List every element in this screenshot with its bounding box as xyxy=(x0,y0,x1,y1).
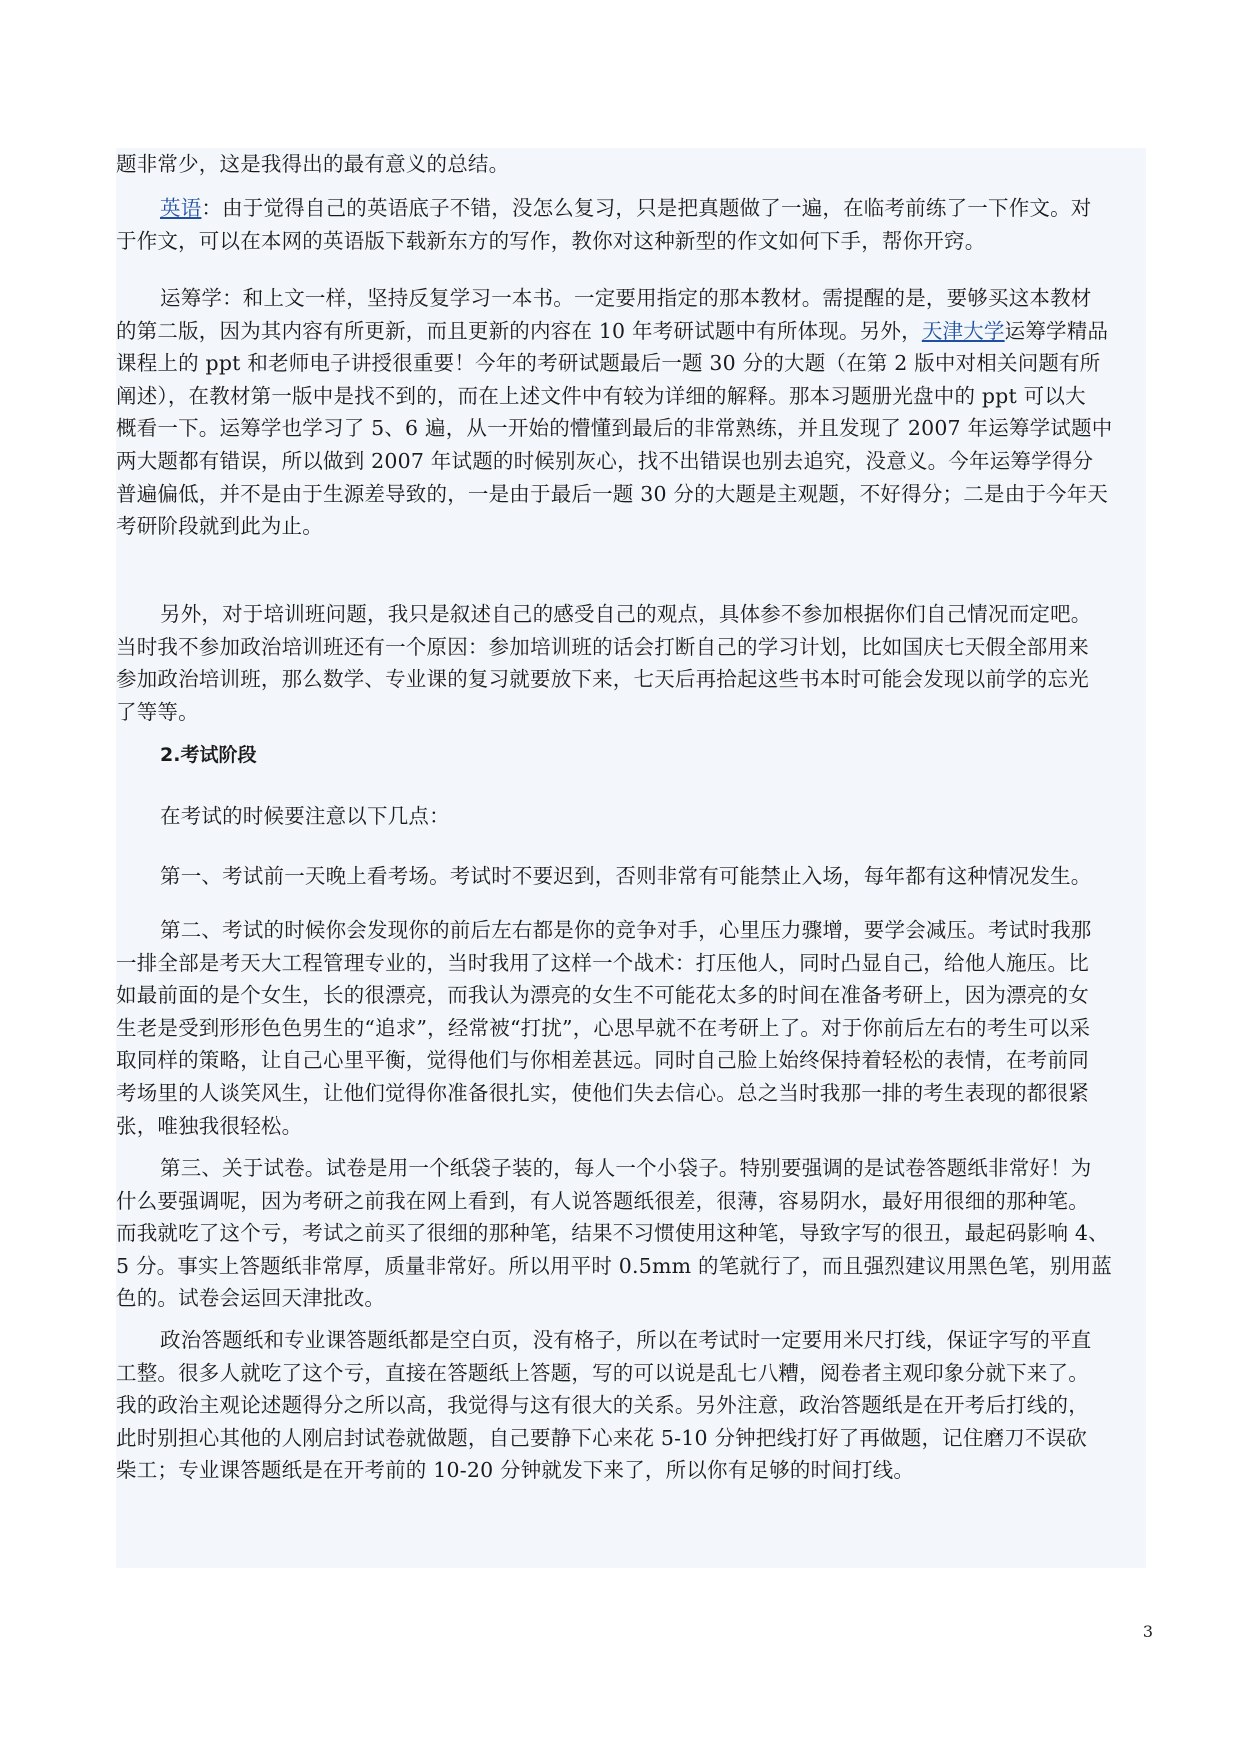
text-line: 第一、考试前一天晚上看考场。考试时不要迟到，否则非常有可能禁止入场，每年都有这种情况发生。 xyxy=(160,864,1092,888)
text-line: 考场里的人谈笑风生，让他们觉得你准备很扎实，使他们失去信心。总之当时我那一排的考生表现的都很紧 xyxy=(116,1080,1089,1105)
text-line: 如最前面的是个女生，长的很漂亮，而我认为漂亮的女生不可能花太多的时间在准备考研上，因为漂亮的女 xyxy=(116,983,1089,1008)
text-line: 政治答题纸和专业课答题纸都是空白页，没有格子，所以在考试时一定要用米尺打线，保证字写的平直 xyxy=(160,1328,1092,1352)
text-line: 色的。试卷会运回天津批改。 xyxy=(116,1286,386,1311)
text-line: 5 分。事实上答题纸非常厚，质量非常好。所以用平时 0.5mm 的笔就行了，而且强烈建议用黑色笔，别用蓝 xyxy=(116,1253,1112,1278)
paragraph-training-classes xyxy=(116,598,1126,728)
text-segment: 运筹学精品 xyxy=(1004,318,1109,343)
text-line: 柴工；专业课答题纸是在开考前的 10-20 分钟就发下来了，所以你有足够的时间打线。 xyxy=(116,1458,915,1483)
text-line xyxy=(116,192,1126,225)
text-line: 工整。很多人就吃了这个亏，直接在答题纸上答题，写的可以说是乱七八糟，阅卷者主观印象分就下来了。 xyxy=(116,1360,1089,1385)
text-line: 在考试的时候要注意以下几点： xyxy=(160,804,450,828)
text-line: 两大题都有错误，所以做到 2007 年试题的时候别灰心，找不出错误也别去追究，没意义。今年运筹学得分 xyxy=(116,448,1094,473)
text-line xyxy=(116,315,1126,348)
link-english[interactable]: 英语 xyxy=(160,196,202,220)
paragraph-point-two xyxy=(116,914,1126,1142)
paragraph-conclusion xyxy=(116,148,1126,181)
text-line: 考研阶段就到此为止。 xyxy=(116,514,323,539)
page-number: 3 xyxy=(1142,1622,1153,1641)
text-segment: 的第二版，因为其内容有所更新，而且更新的内容在 10 年考研试题中有所体现。另外， xyxy=(116,318,922,343)
section-heading: 2.考试阶段 xyxy=(160,744,257,766)
text-line: 阐述），在教材第一版中是找不到的，而在上述文件中有较为详细的解释。那本习题册光盘中的 ppt 可以大 xyxy=(116,383,1086,408)
text-line: 当时我不参加政治培训班还有一个原因：参加培训班的话会打断自己的学习计划，比如国庆七天假全部用来 xyxy=(116,634,1089,659)
text-segment: ：由于觉得自己的英语底子不错，没怎么复习，只是把真题做了一遍，在临考前练了一下作文。对 xyxy=(201,196,1092,220)
paragraph-point-three xyxy=(116,1152,1126,1315)
text-line: 我的政治主观论述题得分之所以高，我觉得与这有很大的关系。另外注意，政治答题纸是在开考后打线的， xyxy=(116,1393,1089,1418)
text-line: 一排全部是考天大工程管理专业的，当时我用了这样一个战术：打压他人，同时凸显自己，给他人施压。比 xyxy=(116,950,1089,975)
text-line: 概看一下。运筹学也学习了 5、6 遍，从一开始的懵懂到最后的非常熟练，并且发现了 2007 年运筹学试题中 xyxy=(116,416,1113,441)
paragraph-exam-notes-intro xyxy=(116,800,1126,833)
text-line: 第三、关于试卷。试卷是用一个纸袋子装的，每人一个小袋子。特别要强调的是试卷答题纸非常好！为 xyxy=(160,1156,1092,1180)
text-line: 普遍偏低，并不是由于生源差导致的，一是由于最后一题 30 分的大题是主观题，不好得分；二是由于今年天 xyxy=(116,481,1109,506)
text-line: 课程上的 ppt 和老师电子讲授很重要！今年的考研试题最后一题 30 分的大题（在第 2 版中对相关问题有所 xyxy=(116,351,1101,376)
paragraph-answer-sheets xyxy=(116,1324,1126,1487)
link-tianjin-university[interactable]: 天津大学 xyxy=(921,318,1005,343)
text-line: 题非常少，这是我得出的最有意义的总结。 xyxy=(116,152,510,176)
text-line: 了等等。 xyxy=(116,699,199,724)
text-line: 参加政治培训班，那么数学、专业课的复习就要放下来，七天后再拾起这些书本时可能会发现以前学的忘光 xyxy=(116,667,1089,692)
text-line: 另外，对于培训班问题，我只是叙述自己的感受自己的观点，具体参不参加根据你们自己情况而定吧。 xyxy=(160,602,1092,626)
document-body xyxy=(116,148,1146,1568)
text-line: 张，唯独我很轻松。 xyxy=(116,1113,303,1138)
text-line: 生老是受到形形色色男生的“追求”，经常被“打扰”，心思早就不在考研上了。对于你前后左右的考生可以采 xyxy=(116,1015,1091,1040)
text-line: 第二、考试的时候你会发现你的前后左右都是你的竞争对手，心里压力骤增，要学会减压。考试时我那 xyxy=(160,918,1092,942)
text-line: 此时别担心其他的人刚启封试卷就做题，自己要静下心来花 5-10 分钟把线打好了再做题，记住磨刀不误砍 xyxy=(116,1425,1088,1450)
text-line: 于作文，可以在本网的英语版下载新东方的写作，教你对这种新型的作文如何下手，帮你开窍。 xyxy=(116,228,986,253)
text-line: 取同样的策略，让自己心里平衡，觉得他们与你相差甚远。同时自己脸上始终保持着轻松的表情，在考前同 xyxy=(116,1048,1089,1073)
paragraph-english xyxy=(116,192,1126,257)
paragraph-operations-research xyxy=(116,282,1126,543)
text-line: 运筹学：和上文一样，坚持反复学习一本书。一定要用指定的那本教材。需提醒的是，要够买这本教材 xyxy=(160,286,1092,310)
paragraph-point-one xyxy=(116,860,1126,893)
text-line: 什么要强调呢，因为考研之前我在网上看到，有人说答题纸很差，很薄，容易阴水，最好用很细的那种笔。 xyxy=(116,1188,1089,1213)
text-line: 而我就吃了这个亏，考试之前买了很细的那种笔，结果不习惯使用这种笔，导致字写的很丑，最起码影响 4、 xyxy=(116,1221,1109,1246)
